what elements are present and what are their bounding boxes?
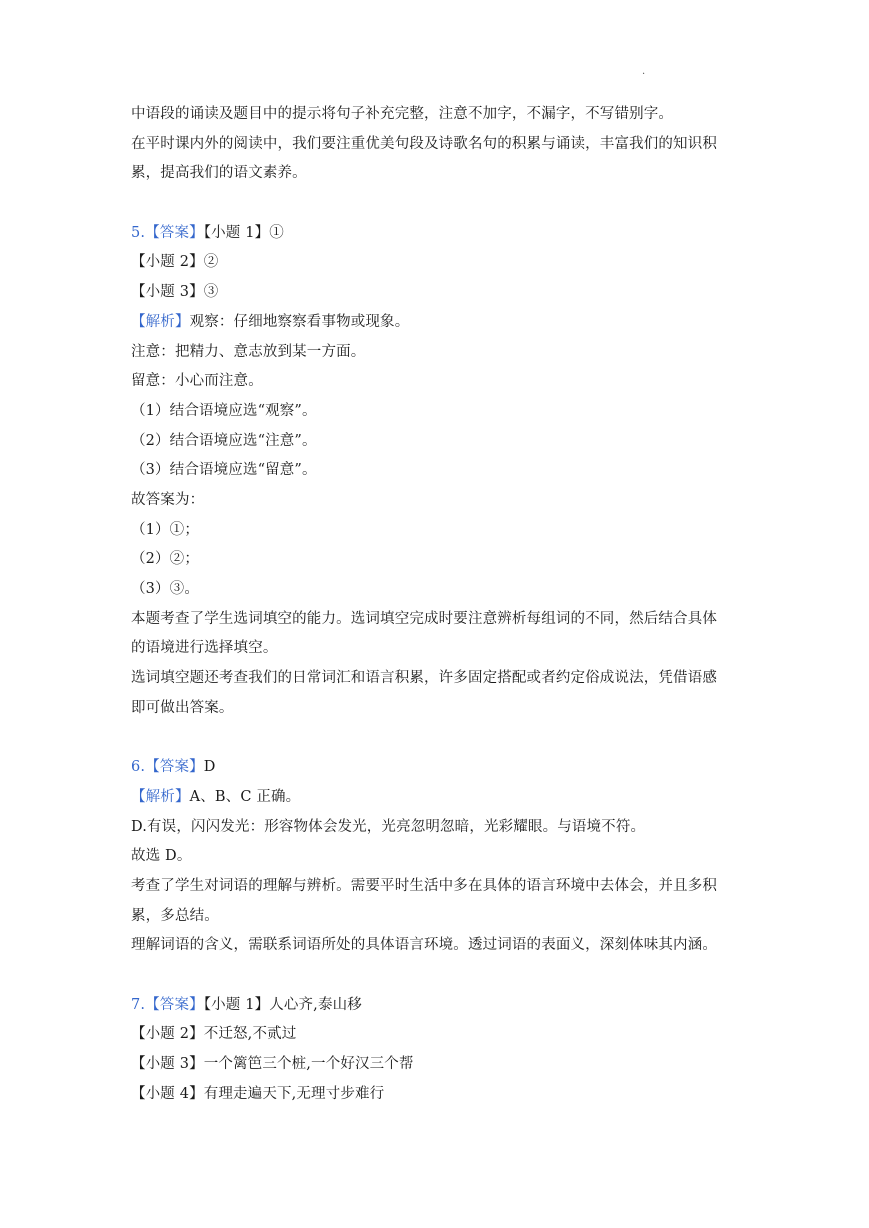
q6-answer-text: D (203, 759, 216, 776)
q6-analysis-tag: 【解析】 (131, 788, 190, 805)
section4-tail (131, 100, 741, 189)
q7-sub4: 【小题 4】有理走遍天下,无理寸步难行 (131, 1085, 385, 1102)
q5-line: （1）结合语境应选“观察”。 (131, 402, 317, 419)
document-content (131, 100, 741, 1109)
q7-answer-text: 【小题 1】人心齐,泰山移 (203, 996, 362, 1013)
question-6 (131, 753, 741, 961)
q6-analysis-line (131, 783, 741, 813)
q6-number: 6. (131, 759, 146, 776)
q5-line: 即可做出答案。 (131, 699, 234, 716)
q6-answer-line (131, 753, 741, 783)
q5-sub3: 【小题 3】③ (131, 284, 219, 301)
paragraph-line: 在平时课内外的阅读中，我们要注重优美句段及诗歌名句的积累与诵读，丰富我们的知识积 (131, 135, 717, 152)
q5-line: 留意：小心而注意。 (131, 373, 263, 390)
q6-line: 累，多总结。 (131, 907, 219, 924)
q5-number: 5. (131, 224, 146, 241)
q6-line: D.有误，闪闪发光：形容物体会发光，光亮忽明忽暗，光彩耀眼。与语境不符。 (131, 818, 646, 835)
q5-analysis-text: 观察：仔细地察察看事物或现象。 (189, 313, 410, 330)
paragraph-line: 中语段的诵读及题目中的提示将句子补充完整，注意不加字，不漏字，不写错别字。 (131, 106, 674, 122)
q6-line: 理解词语的含义，需联系词语所处的具体语言环境。透过词语的表面义，深刻体味其内涵。 (131, 937, 717, 954)
q6-line: 故选 D。 (131, 848, 192, 865)
q5-sub2: 【小题 2】② (131, 254, 219, 271)
q5-line: （3）结合语境应选“留意”。 (131, 462, 317, 479)
q6-analysis-text: A、B、C 正确。 (189, 788, 301, 805)
spacer (131, 723, 741, 753)
q7-sub3: 【小题 3】一个篱笆三个桩,一个好汉三个帮 (131, 1056, 414, 1072)
q5-line: （2）结合语境应选“注意”。 (131, 432, 317, 449)
q5-answer-text: 【小题 1】① (203, 224, 284, 241)
question-5 (131, 219, 741, 724)
q5-line: 本题考查了学生选词填空的能力。选词填空完成时要注意辨析每组词的不同，然后结合具体 (131, 610, 717, 627)
header-dot: . (642, 66, 646, 77)
q5-answer-tag: 【答案】 (145, 224, 204, 241)
q7-answer-line (131, 991, 741, 1021)
q5-line: （1）①； (131, 521, 199, 538)
q5-answer-line (131, 219, 741, 249)
q5-line: （3）③。 (131, 581, 199, 597)
q5-analysis-tag: 【解析】 (131, 313, 190, 330)
q5-analysis-line (131, 308, 741, 338)
spacer (131, 961, 741, 991)
q5-line: （2）②； (131, 551, 199, 568)
q6-line: 考查了学生对词语的理解与辨析。需要平时生活中多在具体的语言环境中去体会，并且多积 (131, 877, 717, 894)
q7-number: 7. (131, 996, 146, 1013)
paragraph-line: 累，提高我们的语文素养。 (131, 165, 307, 182)
question-7 (131, 991, 741, 1110)
q5-line: 的语境进行选择填空。 (131, 640, 278, 657)
q5-line: 选词填空题还考查我们的日常词汇和语言积累，许多固定搭配或者约定俗成说法，凭借语感 (131, 670, 717, 687)
q5-line: 故答案为： (131, 491, 205, 508)
q7-answer-tag: 【答案】 (145, 996, 204, 1013)
q7-sub2: 【小题 2】不迁怒,不贰过 (131, 1026, 297, 1043)
q5-line: 注意：把精力、意志放到某一方面。 (131, 343, 366, 360)
q6-answer-tag: 【答案】 (145, 759, 204, 776)
spacer (131, 189, 741, 219)
